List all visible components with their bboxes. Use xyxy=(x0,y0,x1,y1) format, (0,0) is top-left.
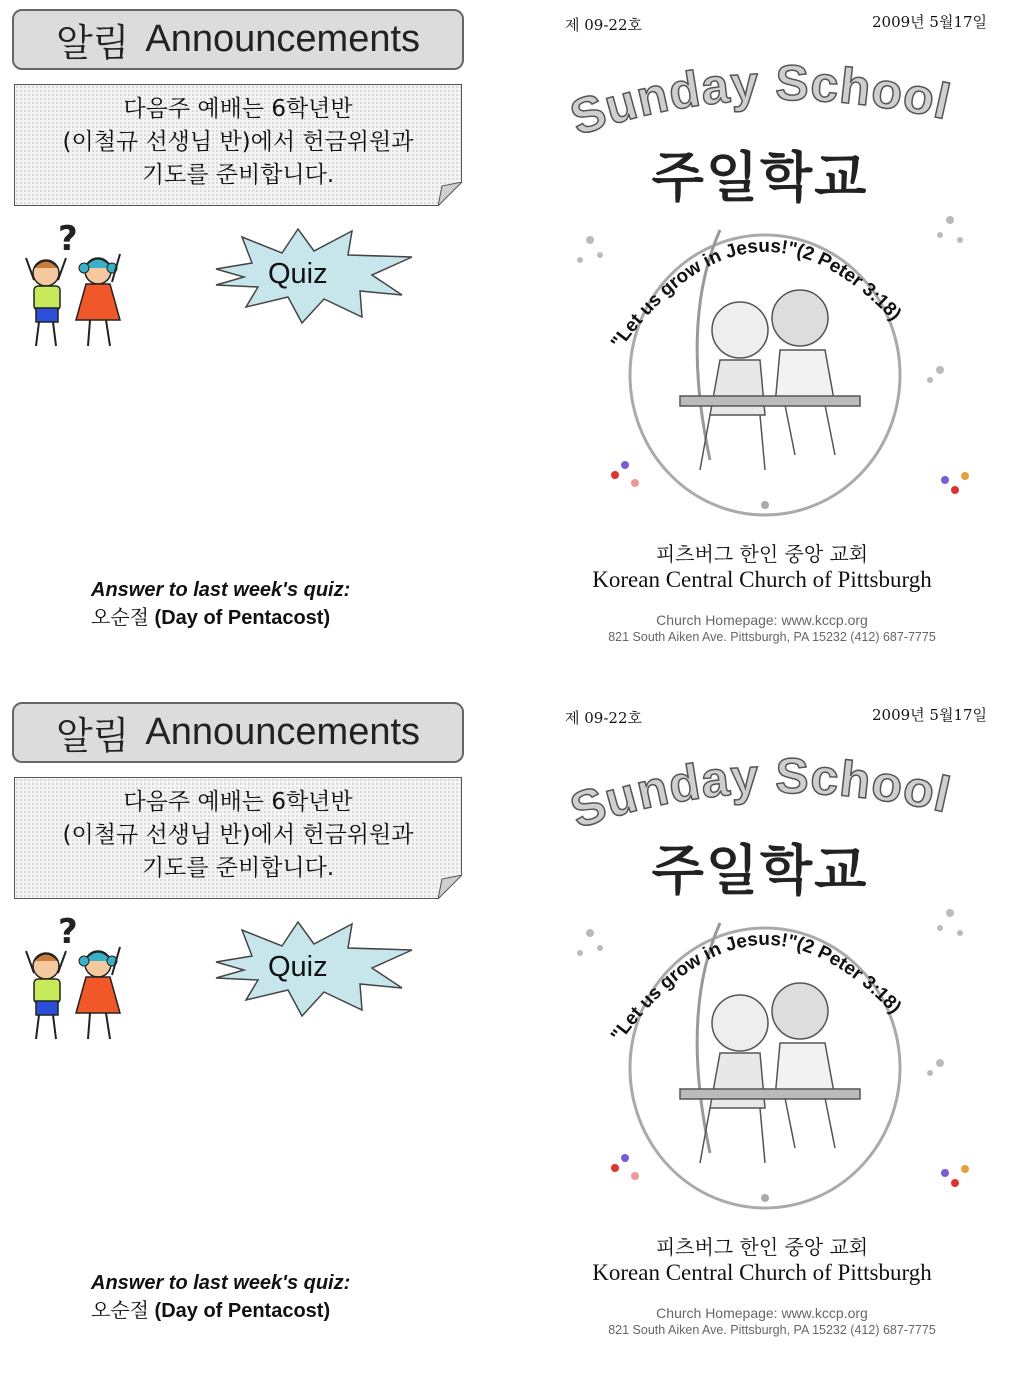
svg-text:Sunday School xyxy=(563,58,956,146)
answer-ko: 오순절 xyxy=(91,605,149,629)
svg-text:?: ? xyxy=(58,912,78,952)
notice-text xyxy=(15,786,461,885)
issue-number: 제 09-22호 xyxy=(565,16,642,34)
church-name-ko: 피츠버그 한인 중앙 교회 xyxy=(655,1235,869,1259)
announcements-header-ko: 알림 xyxy=(55,21,130,65)
title-en: Sunday School xyxy=(563,751,957,840)
issue-date: 2009년 5월17일 xyxy=(872,706,988,724)
notice-line: 다음주 예배는 6학년반 xyxy=(123,789,353,815)
church-homepage: Church Homepage: www.kccp.org xyxy=(656,612,868,628)
church-address: 821 South Aiken Ave. Pittsburgh, PA 15232 (412) 687-7775 xyxy=(608,630,936,644)
kids-question-illustration xyxy=(20,218,135,356)
notice-line: 기도를 준비합니다. xyxy=(141,162,335,188)
bulletin-page-bottom xyxy=(0,693,1024,1375)
bible-verse-arc xyxy=(598,200,928,370)
answer-ko: 오순절 xyxy=(91,1298,149,1322)
quiz-answer xyxy=(91,577,350,632)
announcement-notice xyxy=(14,777,462,899)
church-homepage: Church Homepage: www.kccp.org xyxy=(656,1305,868,1321)
notice-line: 다음주 예배는 6학년반 xyxy=(123,96,353,122)
announcements-header-en: Announcements xyxy=(145,18,421,60)
answer-heading: Answer to last week's quiz: xyxy=(91,579,351,601)
title-en: Sunday School xyxy=(563,58,957,147)
notice-text xyxy=(15,93,461,192)
announcements-header-en: Announcements xyxy=(145,711,421,753)
answer-en: (Day of Pentacost) xyxy=(154,1300,331,1322)
answer-line xyxy=(91,604,350,632)
church-name-ko: 피츠버그 한인 중앙 교회 xyxy=(655,542,869,566)
quiz-label: Quiz xyxy=(268,258,328,290)
quiz-answer xyxy=(91,1270,350,1325)
notice-line: (이철규 선생님 반)에서 헌금위원과 xyxy=(62,822,414,848)
svg-text:"Let us grow in Jesus!"(2 Pete xyxy=(607,236,905,353)
svg-text:?: ? xyxy=(58,219,78,259)
title-ko: 주일학교 xyxy=(651,146,869,209)
notice-line: (이철규 선생님 반)에서 헌금위원과 xyxy=(62,129,414,155)
verse-text: "Let us grow in Jesus!"(2 Peter 3:18) xyxy=(607,235,906,353)
issue-date: 2009년 5월17일 xyxy=(872,13,988,31)
announcements-header-ko: 알림 xyxy=(55,714,130,758)
church-name-en: Korean Central Church of Pittsburgh xyxy=(592,567,932,592)
title-ko: 주일학교 xyxy=(651,839,869,902)
announcements-header xyxy=(12,9,464,70)
bible-verse-arc xyxy=(598,893,928,1063)
svg-text:"Let us grow in Jesus!"(2 Pete xyxy=(607,929,905,1046)
church-address: 821 South Aiken Ave. Pittsburgh, PA 15232 (412) 687-7775 xyxy=(608,1323,936,1337)
quiz-label: Quiz xyxy=(268,951,328,983)
answer-en: (Day of Pentacost) xyxy=(154,607,331,629)
church-name-en: Korean Central Church of Pittsburgh xyxy=(592,1260,932,1285)
verse-text: "Let us grow in Jesus!"(2 Peter 3:18) xyxy=(607,928,906,1046)
issue-number: 제 09-22호 xyxy=(565,709,642,727)
answer-heading: Answer to last week's quiz: xyxy=(91,1272,351,1294)
notice-line: 기도를 준비합니다. xyxy=(141,855,335,881)
announcement-notice xyxy=(14,84,462,206)
svg-text:Sunday School xyxy=(563,751,956,839)
page-curl-icon xyxy=(438,182,462,206)
bulletin-page-top xyxy=(0,0,1024,682)
answer-line xyxy=(91,1297,350,1325)
page-curl-icon xyxy=(438,875,462,899)
kids-question-illustration xyxy=(20,911,135,1049)
announcements-header xyxy=(12,702,464,763)
